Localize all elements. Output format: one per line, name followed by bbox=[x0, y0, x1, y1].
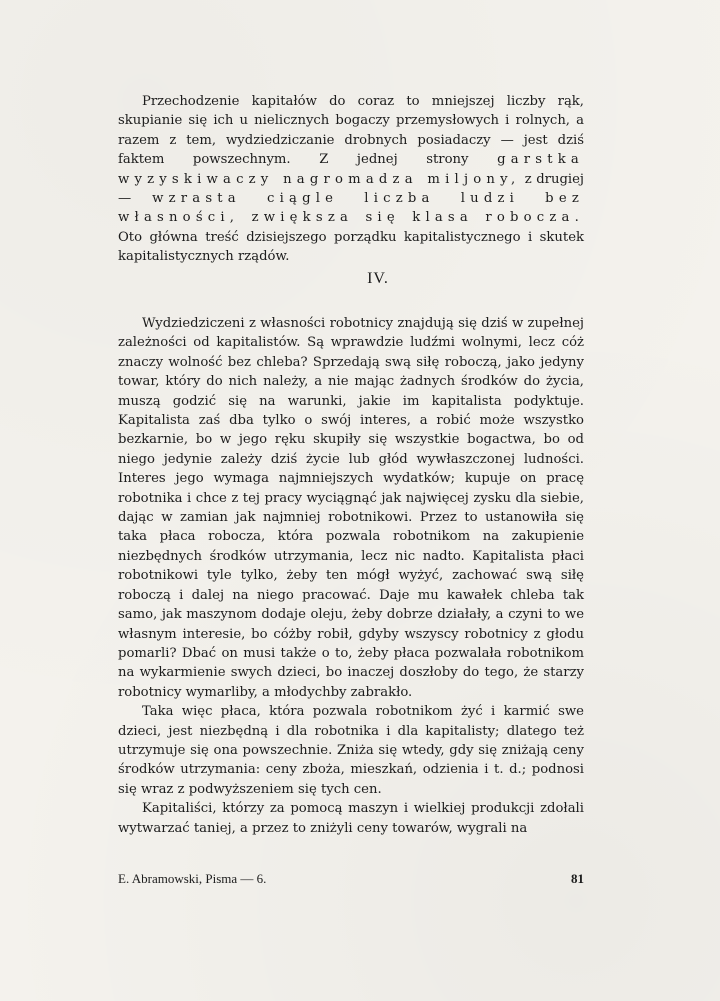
running-title: E. Abramowski, Pisma — 6. bbox=[118, 871, 267, 886]
paragraph: Wydziedziczeni z własności robotnicy znajdują się dziś w zupełnej zależności od kapitalistów. Są wprawdzie ludźmi wolnymi, lecz cóż znaczy wolność bez chleba? Sprzedają swą siłę roboczą, jako jedyny towar, który do nich należy, a nie mając żadnych środków do życia, muszą godzić się na warunki, jakie im kapitalista podyktuje. Kapitalista zaś dba tylko o swój interes, a robić może wszystko bezkarnie, bo w jego ręku skupiły się wszystkie bogactwa, bo od niego jedynie zależy dziś życie lub głód wywłaszczonej ludności. Interes jego wymaga najmniejszych wydatków; kupuje on pracę robotnika i chce z tej pracy wyciągnąć jak najwięcej zysku dla siebie, dając w zamian jak najmniej robotnikowi. Przez to ustanowiła się taka płaca robocza, która pozwala robotnikom na zakupienie niezbędnych środków utrzymania, lecz nic nadto. Kapitalista płaci robotnikowi tyle tylko, żeby ten mógł wyżyć, zachować swą siłę roboczą i dalej na niego pracować. Daje mu kawałek chleba tak samo, jak maszynom dodaje oleju, żeby dobrze działały, a czyni to we własnym interesie, bo cóżby robił, gdyby wszyscy robotnicy z głodu pomarli? Dbać on musi także o to, żeby płaca pozwalała robotnikom na wykarmienie swych dzieci, bo inaczej doszłoby do tego, że starzy robotnicy wymarliby, a młodychby zabrakło. bbox=[118, 316, 584, 700]
text-run: Przechodzenie kapitałów do coraz to mniejszej liczby rąk, skupianie się ich u nielicznych bogaczy przemysłowych i rolnych, a razem z tem, wydziedziczanie drobnych posiadaczy — jest dziś faktem powszechnym. Z jednej strony bbox=[118, 94, 584, 168]
page-footer bbox=[118, 871, 584, 887]
text-run: z drugiej — bbox=[118, 171, 584, 207]
paragraph-capital-concentration bbox=[118, 92, 584, 267]
paragraph: Taka więc płaca, która pozwala robotnikom żyć i karmić swe dzieci, jest niezbędną i dla robotnika i dla kapitalisty; dlatego też utrzymuje się ona powszechnie. Zniża się wtedy, gdy się zniżają ceny środków utrzymania: ceny zboża, mieszkań, odzienia i t. d.; podnosi się wraz z podwyższeniem się tych cen. bbox=[118, 704, 584, 797]
emphasized-text: garstka wyzyskiwaczy nagromadza miljony, bbox=[118, 152, 584, 187]
paragraph-top bbox=[118, 92, 584, 267]
section-body bbox=[118, 314, 584, 838]
page-number: 81 bbox=[571, 871, 584, 886]
paragraph: Kapitaliści, którzy za pomocą maszyn i wielkiej produkcji zdołali wytwarzać taniej, a przez to zniżyli ceny towarów, wygrali na bbox=[118, 801, 584, 836]
section-heading: IV. bbox=[367, 270, 389, 287]
text-run: Oto główna treść dzisiejszego porządku kapitalistycznego i skutek kapitalistycznych rządów. bbox=[118, 229, 584, 265]
emphasized-text: wzrasta ciągle liczba ludzi bez własności, zwiększa się klasa robocza. bbox=[118, 191, 584, 226]
